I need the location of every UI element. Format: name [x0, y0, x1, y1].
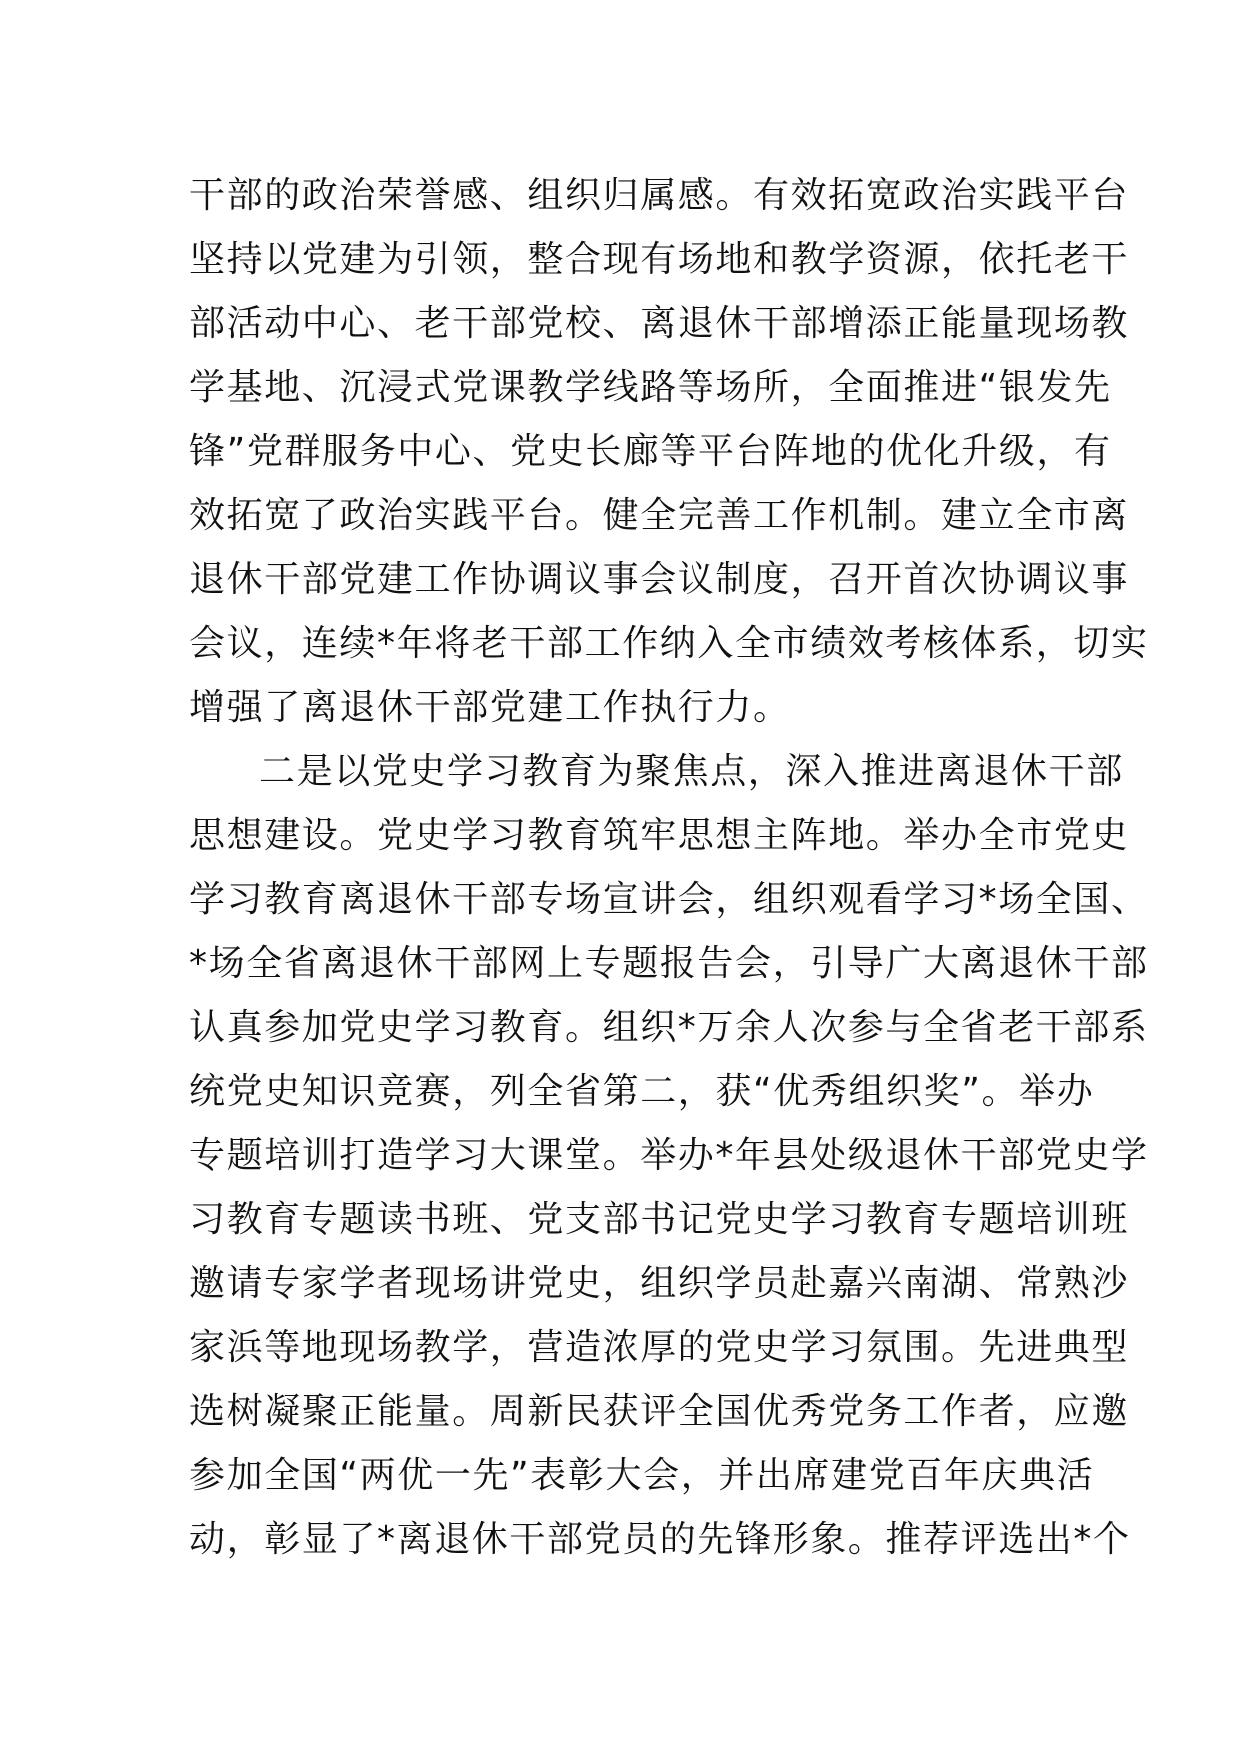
text-line: *场全省离退休干部网上专题报告会，引导广大离退休干部: [189, 943, 1149, 984]
text-line: 干部的政治荣誉感、组织归属感。有效拓宽政治实践平台: [189, 175, 1130, 216]
text-line: 思想建设。党史学习教育筑牢思想主阵地。举办全市党史: [189, 815, 1130, 856]
text-line: 坚持以党建为引领，整合现有场地和教学资源，依托老干: [189, 239, 1130, 280]
text-line: 选树凝聚正能量。周新民获评全国优秀党务工作者，应邀: [189, 1391, 1130, 1432]
text-line: 专题培训打造学习大课堂。举办*年县处级退休干部党史学: [189, 1135, 1149, 1176]
text-line: 邀请专家学者现场讲党史，组织学员赴嘉兴南湖、常熟沙: [189, 1263, 1130, 1304]
text-line: 动，彰显了*离退休干部党员的先锋形象。推荐评选出*个: [189, 1519, 1131, 1560]
text-line: 退休干部党建工作协调议事会议制度，召开首次协调议事: [189, 559, 1130, 600]
text-line: 效拓宽了政治实践平台。健全完善工作机制。建立全市离: [189, 495, 1130, 536]
text-line: 部活动中心、老干部党校、离退休干部增添正能量现场教: [189, 303, 1130, 344]
text-line: 锋”党群服务中心、党史长廊等平台阵地的优化升级，有: [189, 431, 1112, 472]
paragraph-start-line: 二是以党史学习教育为聚焦点，深入推进离退休干部: [259, 751, 1124, 792]
text-line: 学习教育离退休干部专场宣讲会，组织观看学习*场全国、: [189, 879, 1149, 920]
body-text: [189, 164, 1149, 1572]
text-line: 统党史知识竞赛，列全省第二，获“优秀组织奖”。举办: [189, 1071, 1095, 1112]
text-line: 认真参加党史学习教育。组织*万余人次参与全省老干部系: [189, 1007, 1149, 1048]
text-line: 习教育专题读书班、党支部书记党史学习教育专题培训班: [189, 1199, 1130, 1240]
text-line: 参加全国“两优一先”表彰大会，并出席建党百年庆典活: [189, 1455, 1095, 1496]
text-line: 家浜等地现场教学，营造浓厚的党史学习氛围。先进典型: [189, 1327, 1130, 1368]
text-line: 会议，连续*年将老干部工作纳入全市绩效考核体系，切实: [189, 623, 1149, 664]
text-line: 增强了离退休干部党建工作执行力。: [189, 687, 791, 728]
text-line: 学基地、沉浸式党课教学线路等场所，全面推进“银发先: [189, 367, 1112, 408]
